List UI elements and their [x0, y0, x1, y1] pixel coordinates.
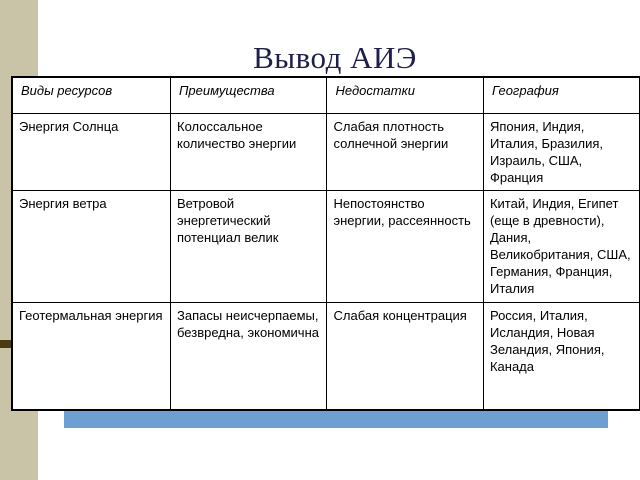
header-disadvantages: Недостатки: [327, 77, 483, 113]
cell-resource-type: Энергия Солнца: [12, 113, 171, 190]
cell-resource-type: Энергия ветра: [12, 190, 171, 302]
table-header-row: [12, 77, 640, 113]
header-resource-type: Виды ресурсов: [12, 77, 171, 113]
cell-advantages: Ветровой энергетический потенциал велик: [171, 190, 327, 302]
table-row: [12, 113, 640, 190]
cell-geography: Китай, Индия, Египет (еще в древности), Дания, Великобритания, США, Германия, Франция, Италия: [483, 190, 640, 302]
cell-geography: Япония, Индия, Италия, Бразилия, Израиль, США, Франция: [483, 113, 640, 190]
header-geography: География: [483, 77, 640, 113]
cell-disadvantages: Слабая плотность солнечной энергии: [327, 113, 483, 190]
cell-advantages: Запасы неисчерпаемы, безвредна, экономична: [171, 302, 327, 410]
cell-disadvantages: Слабая концентрация: [327, 302, 483, 410]
cell-disadvantages: Непостоянство энергии, рассеянность: [327, 190, 483, 302]
cell-resource-type: Геотермальная энергия: [12, 302, 171, 410]
table-row: [12, 302, 640, 410]
resources-table: [11, 76, 640, 411]
slide-title: Вывод АИЭ: [253, 40, 417, 75]
cell-geography: Россия, Италия, Исландия, Новая Зеландия, Япония, Канада: [483, 302, 640, 410]
table-row: [12, 190, 640, 302]
cell-advantages: Колоссальное количество энергии: [171, 113, 327, 190]
header-advantages: Преимущества: [171, 77, 327, 113]
